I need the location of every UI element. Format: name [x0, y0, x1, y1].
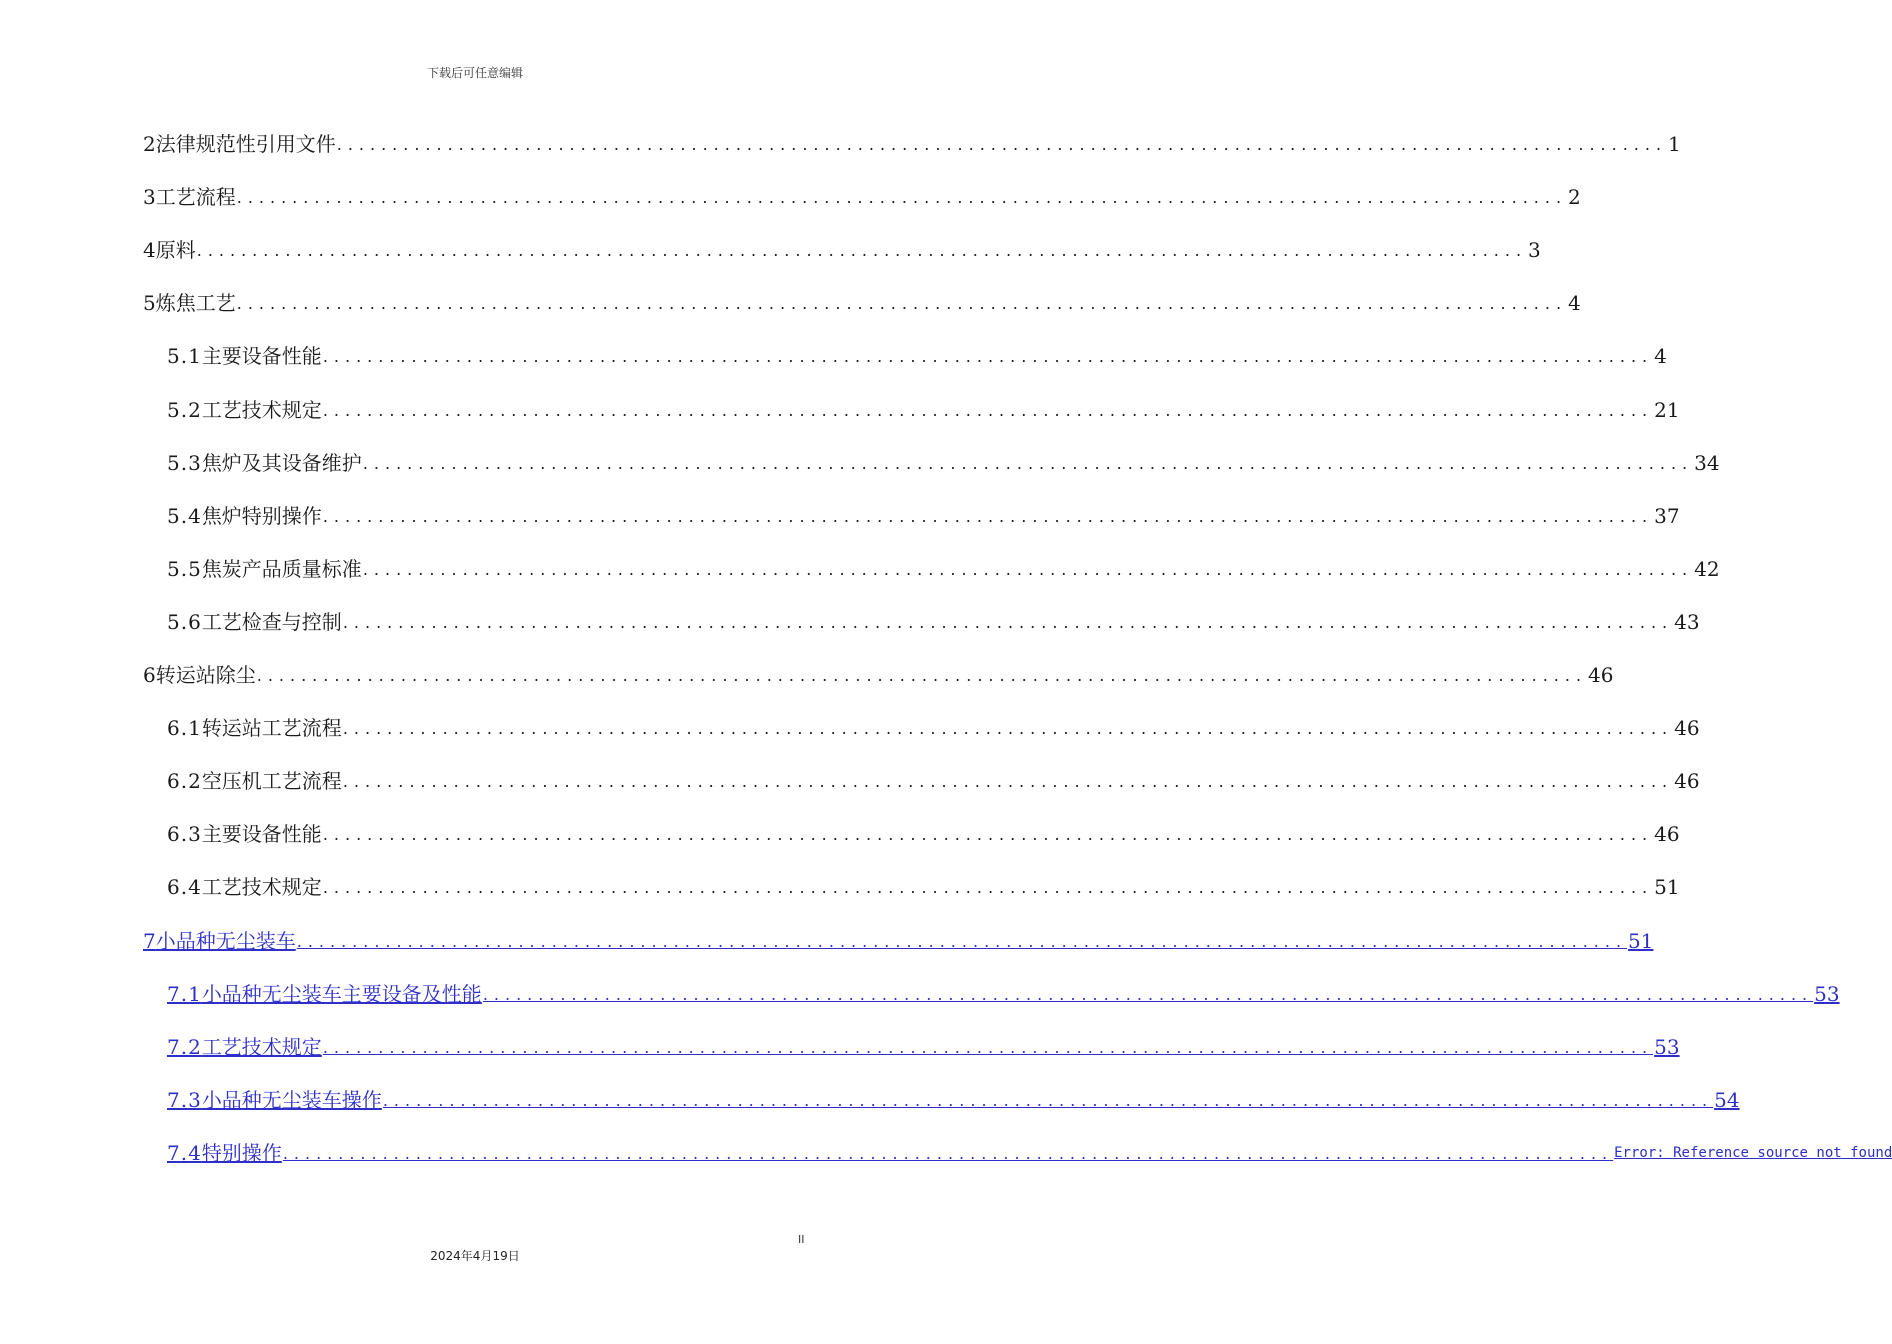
toc-entry-number: 7	[143, 929, 156, 953]
toc-leader-dots: ........................................................................................................................	[282, 1144, 1614, 1163]
toc-leader-dots: ........................................................................................................................	[256, 666, 1588, 685]
toc-entry-page-error: Error: Reference source not found	[1614, 1145, 1892, 1161]
toc-entry-title: 原料	[155, 238, 196, 262]
toc-leader-dots: ........................................................................................................................	[196, 241, 1528, 260]
toc-entry-number: 5.3	[167, 451, 202, 475]
toc-entry-title: 工艺流程	[155, 185, 236, 209]
toc-entry-title: 炼焦工艺	[155, 291, 236, 315]
toc-entry-number: 6.2	[167, 769, 202, 793]
toc-entry-page: 46	[1674, 769, 1700, 793]
toc-entry-page: 46	[1674, 716, 1700, 740]
toc-leader-dots: ........................................................................................................................	[236, 294, 1568, 313]
toc-entry	[143, 660, 1614, 690]
toc-entry-number: 6.1	[167, 716, 202, 740]
toc-leader-dots: ........................................................................................................................	[336, 135, 1668, 154]
toc-leader-dots: ........................................................................................................................	[322, 347, 1654, 366]
toc-entry-page: 51	[1654, 875, 1680, 899]
toc-entry-page: 54	[1714, 1088, 1740, 1112]
toc-entry-page: 21	[1654, 398, 1680, 422]
toc-entry-title: 特别操作	[201, 1141, 282, 1165]
page-number: II	[798, 1233, 805, 1246]
toc-entry-title: 转运站除尘	[155, 663, 256, 687]
header-note: 下载后可任意编辑	[426, 66, 523, 80]
toc-entry-page: 3	[1528, 238, 1541, 262]
toc-entry[interactable]	[167, 979, 1840, 1009]
toc-leader-dots: ........................................................................................................................	[322, 825, 1654, 844]
toc-entry-number: 2	[143, 132, 156, 156]
toc-leader-dots: ........................................................................................................................	[322, 878, 1654, 897]
toc-entry	[167, 607, 1700, 637]
toc-entry	[143, 288, 1581, 318]
toc-entry-page: 51	[1628, 929, 1654, 953]
toc-entry-number: 5.4	[167, 504, 202, 528]
toc-entry-title: 焦炉及其设备维护	[201, 451, 362, 475]
toc-leader-dots: ........................................................................................................................	[482, 985, 1814, 1004]
toc-entry[interactable]	[167, 1032, 1680, 1062]
toc-entry-number: 5.2	[167, 398, 202, 422]
toc-entry-page: 4	[1568, 291, 1581, 315]
footer-date: 2024年4月19日	[430, 1249, 520, 1263]
toc-entry	[167, 872, 1680, 902]
toc-entry-number: 6	[143, 663, 156, 687]
toc-entry	[143, 129, 1681, 159]
toc-entry-page: 46	[1588, 663, 1614, 687]
toc-entry[interactable]	[167, 1138, 1892, 1168]
toc-entry-title: 焦炭产品质量标准	[201, 557, 362, 581]
toc-entry-page: 1	[1668, 132, 1681, 156]
toc-entry-title: 法律规范性引用文件	[155, 132, 336, 156]
toc-leader-dots: ........................................................................................................................	[362, 454, 1694, 473]
toc-entry-title: 小品种无尘装车操作	[201, 1088, 382, 1112]
toc-leader-dots: ........................................................................................................................	[296, 932, 1628, 951]
toc-entry-number: 4	[143, 238, 156, 262]
toc-entry-number: 7.3	[167, 1088, 202, 1112]
toc-entry-page: 53	[1814, 982, 1840, 1006]
toc-entry-number: 5.1	[167, 344, 202, 368]
toc-entry	[167, 819, 1680, 849]
toc-entry-title: 工艺技术规定	[201, 398, 322, 422]
toc-leader-dots: ........................................................................................................................	[342, 772, 1674, 791]
toc-entry-page: 42	[1694, 557, 1720, 581]
toc-entry-title: 转运站工艺流程	[201, 716, 342, 740]
toc-entry-number: 5	[143, 291, 156, 315]
toc-entry	[167, 341, 1667, 371]
toc-entry-number: 7.1	[167, 982, 202, 1006]
toc-entry[interactable]	[143, 926, 1654, 956]
toc-entry	[143, 235, 1541, 265]
toc-entry-number: 7.2	[167, 1035, 202, 1059]
toc-entry	[167, 395, 1680, 425]
toc-entry	[167, 501, 1680, 531]
toc-entry-page: 34	[1694, 451, 1720, 475]
toc-leader-dots: ........................................................................................................................	[342, 719, 1674, 738]
toc-entry-page: 53	[1654, 1035, 1680, 1059]
toc-entry-title: 工艺技术规定	[201, 1035, 322, 1059]
toc-leader-dots: ........................................................................................................................	[382, 1091, 1714, 1110]
toc-leader-dots: ........................................................................................................................	[322, 1038, 1654, 1057]
toc-entry-title: 小品种无尘装车	[155, 929, 296, 953]
toc-entry-title: 主要设备性能	[201, 822, 322, 846]
toc-entry	[167, 448, 1720, 478]
toc-entry-page: 4	[1654, 344, 1667, 368]
toc-leader-dots: ........................................................................................................................	[342, 613, 1674, 632]
toc-entry-number: 7.4	[167, 1141, 202, 1165]
toc-entry-page: 43	[1674, 610, 1700, 634]
toc-leader-dots: ........................................................................................................................	[236, 188, 1568, 207]
toc-entry-page: 46	[1654, 822, 1680, 846]
toc-leader-dots: ........................................................................................................................	[322, 401, 1654, 420]
toc-entry-title: 空压机工艺流程	[201, 769, 342, 793]
toc-entry	[167, 713, 1700, 743]
toc-entry-page: 37	[1654, 504, 1680, 528]
toc-entry-title: 焦炉特别操作	[201, 504, 322, 528]
toc-entry	[167, 766, 1700, 796]
toc-leader-dots: ........................................................................................................................	[322, 507, 1654, 526]
toc-entry-number: 6.4	[167, 875, 202, 899]
toc-entry-title: 工艺技术规定	[201, 875, 322, 899]
toc-entry-number: 5.5	[167, 557, 202, 581]
toc-entry-page: 2	[1568, 185, 1581, 209]
toc-entry	[143, 182, 1581, 212]
toc-entry-title: 工艺检查与控制	[201, 610, 342, 634]
toc-leader-dots: ........................................................................................................................	[362, 560, 1694, 579]
toc-entry-title: 主要设备性能	[201, 344, 322, 368]
toc-entry-number: 5.6	[167, 610, 202, 634]
toc-entry	[167, 554, 1720, 584]
toc-entry-number: 6.3	[167, 822, 202, 846]
toc-entry[interactable]	[167, 1085, 1740, 1115]
toc-entry-number: 3	[143, 185, 156, 209]
toc-entry-title: 小品种无尘装车主要设备及性能	[201, 982, 482, 1006]
